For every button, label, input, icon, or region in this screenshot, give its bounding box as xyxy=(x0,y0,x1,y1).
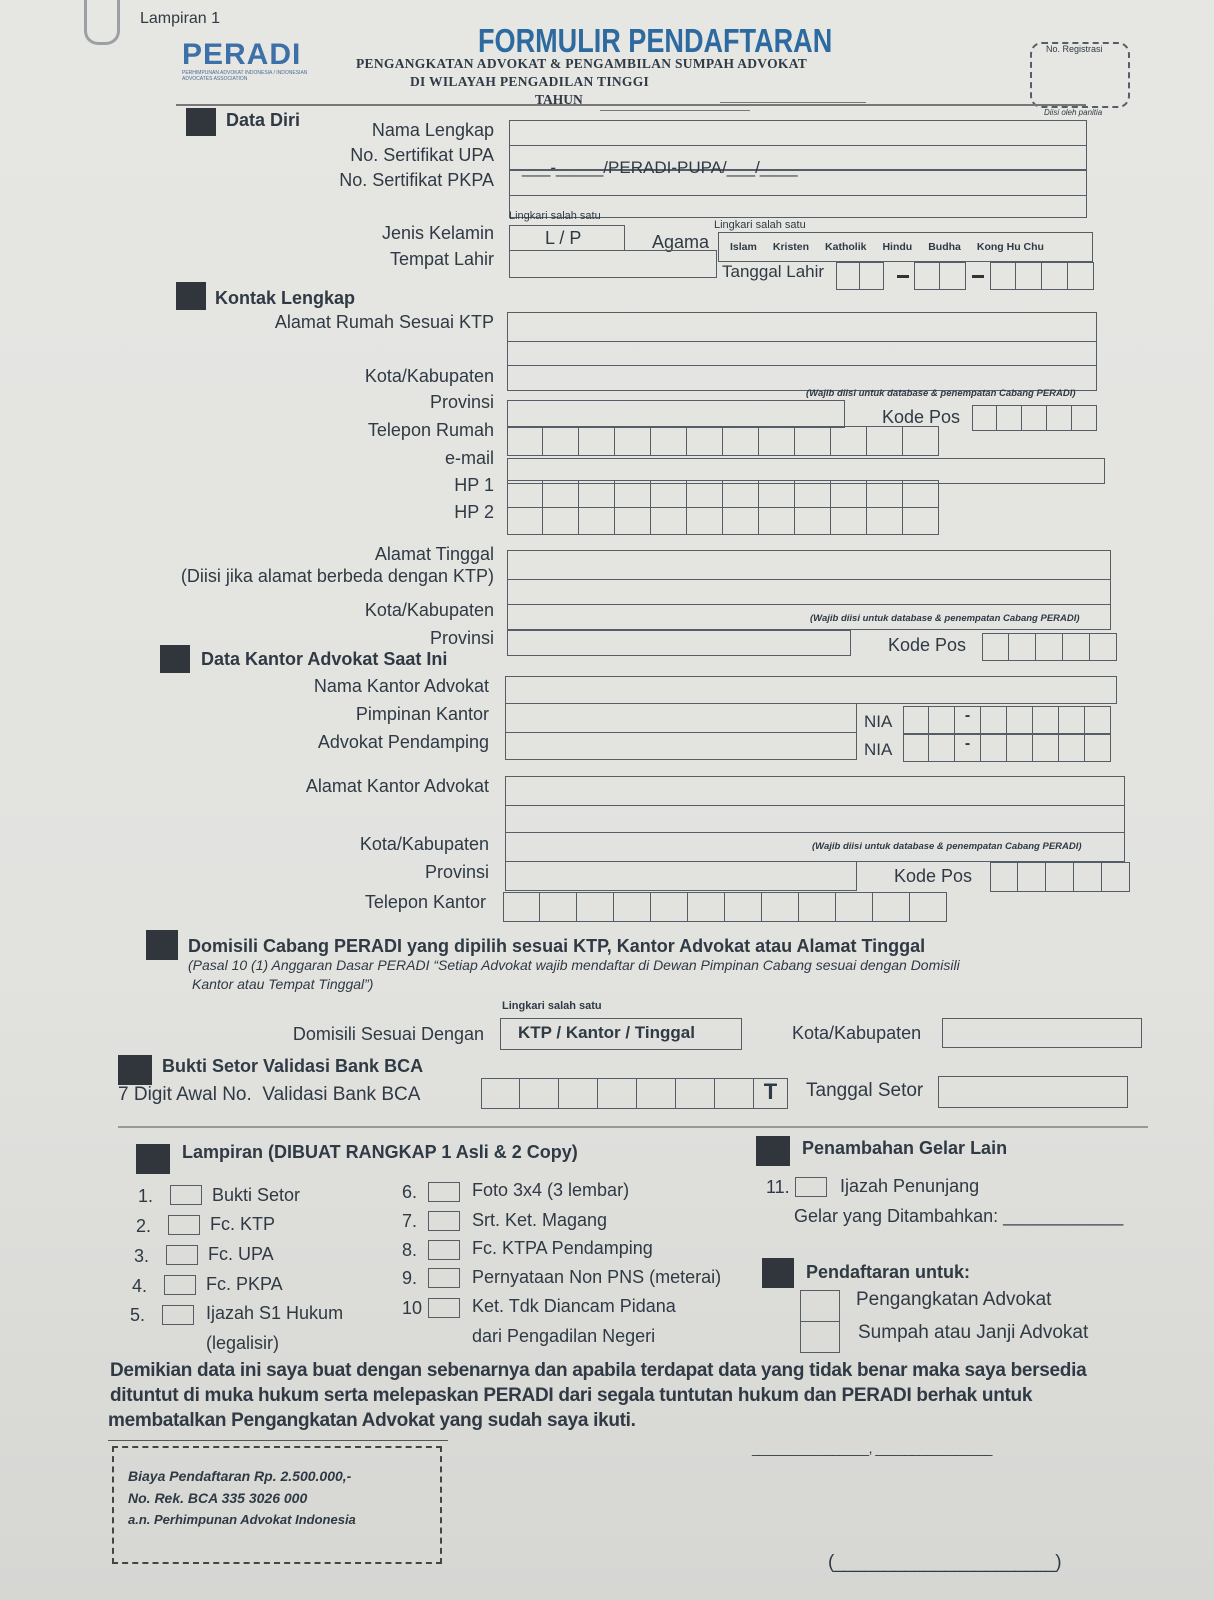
lampiran-item-2-checkbox[interactable] xyxy=(168,1215,200,1235)
input-kode-pos-kantor[interactable] xyxy=(990,862,1130,892)
agama-option-katholik[interactable]: Katholik xyxy=(825,241,867,253)
input-alamat-tinggal-1[interactable] xyxy=(507,550,1111,580)
label-kode-pos-kantor: Kode Pos xyxy=(894,866,973,886)
label-jenis-kelamin: Jenis Kelamin xyxy=(381,223,494,243)
label-sertifikat-pkpa: No. Sertifikat PKPA xyxy=(339,170,494,190)
section-title-kontak: Kontak Lengkap xyxy=(215,288,356,308)
section-title-pendaftaran: Pendaftaran untuk: xyxy=(806,1262,971,1282)
lampiran-label: Lampiran 1 xyxy=(140,10,221,27)
input-telepon-kantor[interactable] xyxy=(503,892,947,922)
peradi-logo: PERADI xyxy=(182,38,302,71)
label-email: e-mail xyxy=(444,448,494,468)
label-nia-pimpinan: NIA xyxy=(864,712,893,731)
label-hp1: HP 1 xyxy=(454,475,494,495)
section-marker-data-diri xyxy=(186,108,216,136)
agama-option-kristen[interactable]: Kristen xyxy=(772,241,810,253)
pendaftaran-option-1-checkbox[interactable] xyxy=(800,1290,840,1322)
input-nia-pendamping[interactable]: - xyxy=(903,734,1111,762)
note-wajib-kota-kantor: (Wajib diisi untuk database & penempatan Cabang PERADI) xyxy=(812,841,1082,852)
lampiran-item-9-num: 9. xyxy=(402,1268,418,1288)
lampiran-item-4-checkbox[interactable] xyxy=(164,1275,196,1295)
lampiran-item-8-checkbox[interactable] xyxy=(428,1240,460,1260)
lampiran-item-6-label: Foto 3x4 (3 lembar) xyxy=(472,1180,630,1200)
input-provinsi-ktp[interactable] xyxy=(507,400,845,428)
registration-label: No. Registrasi xyxy=(1046,44,1103,54)
agama-option-budha[interactable]: Budha xyxy=(928,241,961,253)
gelar-item-checkbox[interactable] xyxy=(795,1177,827,1197)
lampiran-item-5-num: 5. xyxy=(130,1305,146,1325)
agama-option-hindu[interactable]: Hindu xyxy=(882,241,913,253)
tanggal-lahir-sep-1 xyxy=(897,275,909,278)
domisili-pasal-line2: Kantor atau Tempat Tinggal”) xyxy=(192,976,374,992)
input-provinsi-kantor[interactable] xyxy=(505,861,857,891)
label-provinsi-ktp: Provinsi xyxy=(429,392,494,412)
lampiran-item-1-label: Bukti Setor xyxy=(212,1185,301,1205)
section-title-data-diri: Data Diri xyxy=(226,110,301,130)
note-wajib-kota-tinggal: (Wajib diisi untuk database & penempatan Cabang PERADI) xyxy=(810,613,1080,624)
lampiran-item-10-sub: dari Pengadilan Negeri xyxy=(472,1326,656,1346)
form-subtitle-1: PENGANGKATAN ADVOKAT & PENGAMBILAN SUMPAH ADVOKAT xyxy=(356,56,808,71)
lampiran-item-10-num: 10 xyxy=(402,1298,423,1318)
label-tempat-lahir: Tempat Lahir xyxy=(389,249,494,269)
label-hp2: HP 2 xyxy=(454,502,494,522)
lampiran-item-5-sub: (legalisir) xyxy=(206,1333,280,1353)
label-advokat-pendamping: Advokat Pendamping xyxy=(317,732,489,752)
pkpa-number-template: ___-_____/PERADI-PUPA/___/____ xyxy=(522,158,798,177)
pernyataan-line-3: membatalkan Pengangkatan Advokat yang sudah saya ikuti. xyxy=(108,1410,636,1431)
input-hp1[interactable] xyxy=(507,480,939,508)
lampiran-item-3-checkbox[interactable] xyxy=(166,1245,198,1265)
lampiran-item-1-num: 1. xyxy=(138,1186,154,1206)
input-advokat-pendamping[interactable] xyxy=(505,732,857,760)
lampiran-item-3-label: Fc. UPA xyxy=(208,1244,274,1264)
lampiran-item-8-num: 8. xyxy=(402,1240,418,1260)
pernyataan-line-1: Demikian data ini saya buat dengan sebenarnya dan apabila terdapat data yang tidak benar maka saya bersedia xyxy=(110,1360,1087,1381)
signature-name[interactable]: (______________________) xyxy=(828,1552,1062,1573)
input-alamat-ktp-2[interactable] xyxy=(507,341,1097,366)
registration-note: Diisi oleh panitia xyxy=(1044,108,1103,117)
label-sertifikat-upa: No. Sertifikat UPA xyxy=(350,145,494,165)
lampiran-item-3-num: 3. xyxy=(134,1246,150,1266)
input-nia-pimpinan[interactable]: - xyxy=(903,706,1111,734)
lampiran-item-7-num: 7. xyxy=(402,1211,418,1231)
lampiran-item-10-label: Ket. Tdk Diancam Pidana xyxy=(472,1296,676,1316)
label-kode-pos-ktp: Kode Pos xyxy=(882,407,961,427)
pengadilan-tinggi-line xyxy=(720,102,866,103)
label-tanggal-setor: Tanggal Setor xyxy=(806,1080,924,1101)
form-subtitle-2: DI WILAYAH PENGADILAN TINGGI xyxy=(410,74,650,89)
tanggal-lahir-month[interactable] xyxy=(914,262,966,290)
section-title-domisili: Domisili Cabang PERADI yang dipilih sesuai KTP, Kantor Advokat atau Alamat Tinggal xyxy=(188,936,926,956)
label-nia-pendamping: NIA xyxy=(864,740,893,759)
input-pimpinan-kantor[interactable] xyxy=(505,703,857,733)
paper-clip xyxy=(84,0,120,45)
label-domisili: Domisili Sesuai Dengan xyxy=(292,1024,484,1044)
label-alamat-tinggal-note: (Diisi jika alamat berbeda dengan KTP) xyxy=(180,566,494,586)
section-marker-lampiran xyxy=(136,1144,170,1174)
lampiran-item-5-label: Ijazah S1 Hukum xyxy=(206,1303,344,1323)
lampiran-item-4-num: 4. xyxy=(132,1276,148,1296)
section-marker-gelar xyxy=(756,1136,790,1166)
lampiran-item-4-label: Fc. PKPA xyxy=(206,1274,283,1294)
biaya-line-1: Biaya Pendaftaran Rp. 2.500.000,- xyxy=(128,1468,352,1484)
hint-lingkari-jk: Lingkari salah satu xyxy=(509,210,601,222)
label-provinsi-kantor: Provinsi xyxy=(424,862,489,882)
validasi-t-cell: T xyxy=(754,1078,788,1109)
input-telepon-rumah[interactable] xyxy=(507,426,939,456)
input-kode-pos-tinggal[interactable] xyxy=(982,633,1117,661)
header-divider xyxy=(176,104,1086,106)
pernyataan-underline xyxy=(108,1440,448,1441)
input-alamat-tinggal-2[interactable] xyxy=(507,579,1111,605)
label-validasi-bca: 7 Digit Awal No. Validasi Bank BCA xyxy=(118,1084,421,1105)
input-alamat-kantor-1[interactable] xyxy=(505,776,1125,806)
label-kota-tinggal: Kota/Kabupaten xyxy=(364,600,494,620)
label-provinsi-tinggal: Provinsi xyxy=(429,628,494,648)
gelar-item-label: Ijazah Penunjang xyxy=(840,1176,980,1196)
section-title-gelar: Penambahan Gelar Lain xyxy=(802,1138,1008,1158)
input-validasi-bca[interactable] xyxy=(481,1078,788,1109)
biaya-line-3: a.n. Perhimpunan Advokat Indonesia xyxy=(128,1512,356,1527)
form-subtitle-3: TAHUN xyxy=(535,92,583,107)
label-nama-kantor: Nama Kantor Advokat xyxy=(313,676,489,696)
gelar-ditambahkan[interactable]: Gelar yang Ditambahkan: ____________ xyxy=(794,1206,1124,1226)
label-alamat-kantor: Alamat Kantor Advokat xyxy=(305,776,489,796)
input-alamat-kantor-2[interactable] xyxy=(505,805,1125,833)
label-kota-ktp: Kota/Kabupaten xyxy=(364,366,494,386)
lampiran-item-5-checkbox[interactable] xyxy=(162,1305,194,1325)
tahun-line xyxy=(600,110,750,111)
agama-option-islam[interactable]: Islam xyxy=(730,241,757,253)
label-alamat-ktp: Alamat Rumah Sesuai KTP xyxy=(274,312,494,332)
section-title-bukti: Bukti Setor Validasi Bank BCA xyxy=(162,1056,424,1076)
hint-lingkari-agama: Lingkari salah satu xyxy=(714,219,806,231)
section-marker-domisili xyxy=(146,930,178,960)
input-kode-pos-ktp[interactable] xyxy=(972,405,1097,431)
domisili-options: KTP / Kantor / Tinggal xyxy=(518,1023,695,1042)
section-title-lampiran: Lampiran (DIBUAT RANGKAP 1 Asli & 2 Copy) xyxy=(182,1142,578,1162)
domisili-pasal-line1: (Pasal 10 (1) Anggaran Dasar PERADI “Setiap Advokat wajib mendaftar di Dewan Pimpinan Cabang sesuai dengan Domisili xyxy=(188,957,960,973)
label-pimpinan-kantor: Pimpinan Kantor xyxy=(355,704,489,724)
label-telepon-kantor: Telepon Kantor xyxy=(364,892,486,912)
lampiran-item-6-num: 6. xyxy=(402,1182,418,1202)
label-nama-lengkap: Nama Lengkap xyxy=(371,120,494,140)
label-kota-kantor: Kota/Kabupaten xyxy=(359,834,489,854)
agama-option-konghucu[interactable]: Kong Hu Chu xyxy=(976,241,1044,253)
input-hp2[interactable] xyxy=(507,507,939,535)
tanggal-lahir-year[interactable] xyxy=(990,262,1094,290)
section-marker-pendaftaran xyxy=(762,1258,794,1288)
gelar-item-num: 11. xyxy=(766,1177,790,1197)
pendaftaran-option-1-label: Pengangkatan Advokat xyxy=(856,1289,1052,1310)
input-tempat-lahir[interactable] xyxy=(509,250,717,278)
hint-lingkari-domisili: Lingkari salah satu xyxy=(502,1000,602,1012)
section-marker-bukti xyxy=(118,1055,152,1085)
lampiran-item-1-checkbox[interactable] xyxy=(170,1185,202,1205)
lampiran-item-2-num: 2. xyxy=(136,1216,152,1236)
lampiran-item-8-label: Fc. KTPA Pendamping xyxy=(472,1238,653,1258)
section-marker-kontak xyxy=(176,282,206,310)
label-domisili-kota: Kota/Kabupaten xyxy=(792,1023,922,1043)
lampiran-item-7-label: Srt. Ket. Magang xyxy=(472,1210,608,1230)
input-tanggal-setor[interactable] xyxy=(938,1076,1128,1108)
peradi-logo-subtitle: PERHIMPUNAN ADVOKAT INDONESIA / INDONESIAN ADVOCATES ASSOCIATION xyxy=(182,70,308,82)
section-marker-kantor xyxy=(160,645,190,673)
biaya-line-2: No. Rek. BCA 335 3026 000 xyxy=(128,1490,308,1506)
jenis-kelamin-options: L / P xyxy=(545,228,582,248)
signature-place-date[interactable]: ________________, ________________ xyxy=(752,1440,992,1456)
label-agama: Agama xyxy=(652,232,710,252)
input-nama-kantor[interactable] xyxy=(505,676,1117,704)
input-provinsi-tinggal[interactable] xyxy=(507,630,851,656)
lampiran-item-9-label: Pernyataan Non PNS (meterai) xyxy=(472,1267,722,1287)
lampiran-item-10-checkbox[interactable] xyxy=(428,1298,460,1318)
label-alamat-tinggal: Alamat Tinggal xyxy=(374,544,494,564)
label-telepon-rumah: Telepon Rumah xyxy=(367,420,494,440)
pendaftaran-option-2-checkbox[interactable] xyxy=(800,1321,840,1353)
input-alamat-ktp-1[interactable] xyxy=(507,312,1097,342)
section-title-kantor: Data Kantor Advokat Saat Ini xyxy=(201,649,448,669)
input-nama-lengkap[interactable] xyxy=(509,120,1087,146)
agama-options xyxy=(730,241,1044,253)
lampiran-item-2-label: Fc. KTP xyxy=(210,1214,276,1234)
lampiran-divider xyxy=(118,1126,1148,1128)
form-title: FORMULIR PENDAFTARAN xyxy=(478,22,833,59)
pernyataan-line-2: dituntut di muka hukum serta melepaskan PERADI dari segala tuntutan hukum dan PERADI berhak untuk xyxy=(110,1385,1033,1406)
pendaftaran-option-2-label: Sumpah atau Janji Advokat xyxy=(858,1322,1089,1343)
input-domisili-kota[interactable] xyxy=(942,1018,1142,1048)
lampiran-item-7-checkbox[interactable] xyxy=(428,1211,460,1231)
lampiran-item-6-checkbox[interactable] xyxy=(428,1182,460,1202)
note-wajib-kota-ktp: (Wajib diisi untuk database & penempatan Cabang PERADI) xyxy=(806,388,1076,399)
label-kode-pos-tinggal: Kode Pos xyxy=(888,635,967,655)
label-tanggal-lahir: Tanggal Lahir xyxy=(722,262,825,281)
tanggal-lahir-sep-2 xyxy=(972,275,984,278)
tanggal-lahir-day[interactable] xyxy=(836,262,884,290)
lampiran-item-9-checkbox[interactable] xyxy=(428,1268,460,1288)
